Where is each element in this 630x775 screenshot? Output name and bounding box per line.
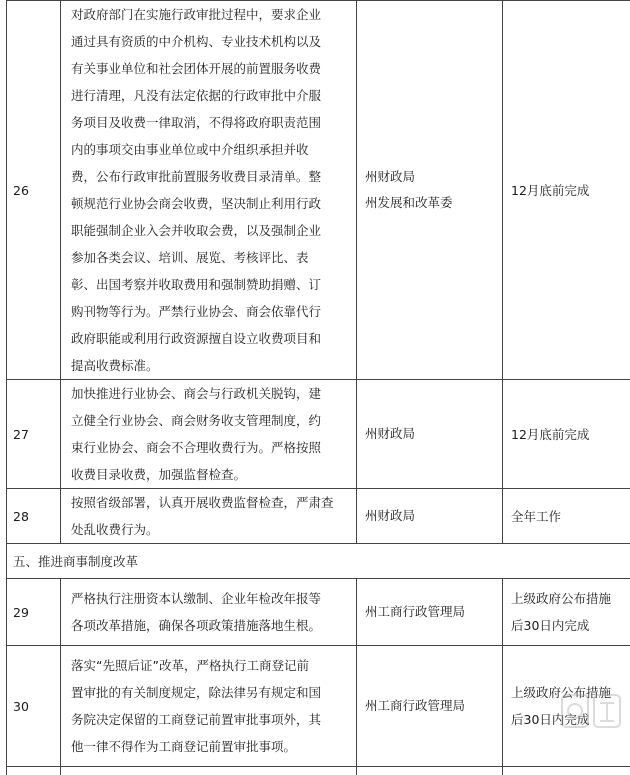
deadline [503, 579, 630, 646]
task-line: 他一律不得作为工商登记前置审批事项。 [71, 733, 352, 760]
deadline: 12月底前完成 [503, 1, 630, 380]
department-line: 州财政局 [365, 503, 496, 529]
section-row [7, 544, 630, 579]
item-number: 28 [7, 489, 61, 544]
task-line: 政府职能或利用行政资源擅自设立收费项目和 [71, 325, 352, 352]
task-line: 进行清理，凡没有法定依据的行政审批中介服 [71, 82, 352, 109]
task-line: 立健全行业协会、商会财务收支管理制度，约 [71, 407, 352, 434]
task-line: 购刊物等行为。严禁行业协会、商会依靠代行 [71, 298, 352, 325]
task-line: 内的事项交由事业单位或中介组织承担并收 [71, 136, 352, 163]
deadline-line: 后30日内完成 [511, 612, 624, 639]
deadline: 12月底前完成 [503, 380, 630, 489]
task-line: 参加各类会议、培训、展览、考核评比、表 [71, 244, 352, 271]
watermark-logo-icon [560, 689, 622, 733]
task-line: 加快推进行业协会、商会与行政机关脱钩，建 [71, 380, 352, 407]
item-number: 27 [7, 380, 61, 489]
task-line: 费，公布行政审批前置服务收费目录清单。整 [71, 163, 352, 190]
table-cell [7, 767, 61, 775]
responsible-department [357, 646, 503, 767]
task-line: 各项改革措施，确保各项政策措施落地生根。 [71, 612, 352, 639]
task-description [61, 489, 357, 544]
responsible-department [357, 579, 503, 646]
task-line: 务项目及收费一律取消，不得将政府职责范围 [71, 109, 352, 136]
task-line: 收费目录收费，加强监督检查。 [71, 461, 352, 488]
item-number: 29 [7, 579, 61, 646]
task-description [61, 646, 357, 767]
table-row [7, 1, 630, 380]
table-row [7, 579, 630, 646]
task-description [61, 380, 357, 489]
task-line: 处乱收费行为。 [71, 516, 352, 543]
section-heading: 五、推进商事制度改革 [7, 544, 630, 579]
item-number: 30 [7, 646, 61, 767]
deadline: 全年工作 [503, 489, 630, 544]
task-line: 通过具有资质的中介机构、专业技术机构以及 [71, 28, 352, 55]
table-row [7, 489, 630, 544]
deadline-line: 上级政府公布措施 [511, 679, 624, 706]
task-line: 彰、出国考察并收取费用和强制赞助捐赠、订 [71, 271, 352, 298]
table-cell [503, 767, 630, 775]
table-cell [61, 767, 357, 775]
task-line: 落实“先照后证”改革，严格执行工商登记前 [71, 652, 352, 679]
task-line: 务院决定保留的工商登记前置审批事项外，其 [71, 706, 352, 733]
task-line: 顿规范行业协会商会收费，坚决制止利用行政 [71, 190, 352, 217]
department-line: 州发展和改革委 [365, 190, 496, 216]
task-line: 束行业协会、商会不合理收费行为。严格按照 [71, 434, 352, 461]
task-line: 提高收费标准。 [71, 352, 352, 379]
responsible-department [357, 1, 503, 380]
task-line: 对政府部门在实施行政审批过程中，要求企业 [71, 1, 352, 28]
task-line: 严格执行注册资本认缴制、企业年检改年报等 [71, 585, 352, 612]
task-line: 职能强制企业入会并收取会费，以及强制企业 [71, 217, 352, 244]
task-description [61, 579, 357, 646]
department-line: 州财政局 [365, 164, 496, 190]
task-line: 按照省级部署，认真开展收费监督检查，严肃查 [71, 489, 352, 516]
table-row [7, 646, 630, 767]
deadline-line: 上级政府公布措施 [511, 585, 624, 612]
department-line: 州财政局 [365, 421, 496, 447]
responsible-department [357, 489, 503, 544]
item-number: 26 [7, 1, 61, 380]
responsible-department [357, 380, 503, 489]
table-cell [357, 767, 503, 775]
table-row-partial [7, 767, 630, 775]
policy-task-table [6, 0, 630, 775]
department-line: 州工商行政管理局 [365, 693, 496, 719]
department-line: 州工商行政管理局 [365, 599, 496, 625]
deadline-line: 后30日内完成 [511, 706, 624, 733]
task-description [61, 1, 357, 380]
table-row [7, 380, 630, 489]
task-line: 有关事业单位和社会团体开展的前置服务收费 [71, 55, 352, 82]
task-line: 置审批的有关制度规定，除法律另有规定和国 [71, 679, 352, 706]
